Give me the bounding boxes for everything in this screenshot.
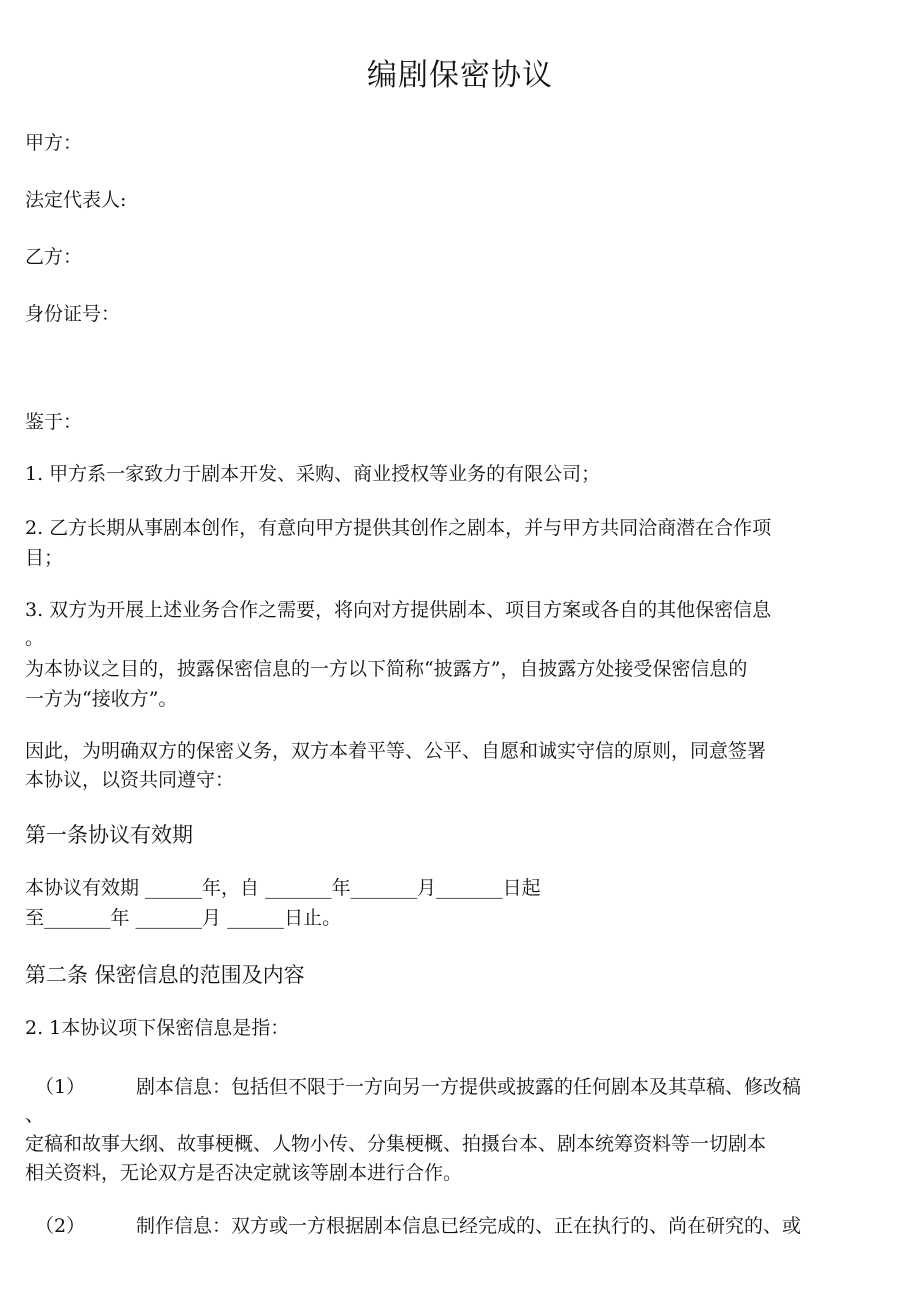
therefore-line-2: 本协议，以资共同遵守：: [25, 769, 235, 791]
document-title: 编剧保密协议: [367, 58, 553, 93]
recital-3-line-1: 3. 双方为开展上述业务合作之需要，将向对方提供剧本、项目方案或各自的其他保密信息: [25, 599, 772, 621]
legal-representative-label: 法定代表人:: [25, 189, 127, 211]
article-1-line-2: 至_______年 _______月 ______日止。: [25, 907, 342, 929]
item-1-number: （1）: [35, 1076, 86, 1098]
recital-3-line-3: 为本协议之目的，披露保密信息的一方以下简称“披露方”，自披露方处接受保密信息的: [25, 658, 748, 680]
recital-2-line-1: 2. 乙方长期从事剧本创作，有意向甲方提供其创作之剧本，并与甲方共同洽商潜在合作项: [25, 517, 772, 539]
article-1-line-1: 本协议有效期 ______年，自 _______年_______月_______日起: [25, 877, 541, 899]
item-1-line-3: 定稿和故事大纲、故事梗概、人物小传、分集梗概、拍摄台本、剧本统筹资料等一切剧本: [25, 1133, 767, 1155]
recital-2-line-2: 目；: [25, 547, 64, 569]
item-1-line-2: 、: [25, 1104, 45, 1126]
article-2-heading: 第二条 保密信息的范围及内容: [25, 963, 305, 987]
recital-3-line-2: 。: [25, 627, 45, 649]
item-1-line-4: 相关资料，无论双方是否决定就该等剧本进行合作。: [25, 1162, 463, 1184]
id-number-label: 身份证号：: [25, 303, 121, 325]
article-1-heading: 第一条协议有效期: [25, 823, 193, 847]
therefore-line-1: 因此，为明确双方的保密义务，双方本着平等、公平、自愿和诚实守信的原则，同意签署: [25, 740, 767, 762]
whereas-label: 鉴于：: [25, 411, 83, 433]
recital-3-line-4: 一方为“接收方”。: [25, 688, 178, 710]
item-1-line-1: 剧本信息：包括但不限于一方向另一方提供或披露的任何剧本及其草稿、修改稿: [136, 1076, 802, 1098]
party-a-label: 甲方：: [25, 132, 83, 154]
item-2-line-1: 制作信息：双方或一方根据剧本信息已经完成的、正在执行的、尚在研究的、或: [136, 1215, 802, 1237]
item-2-number: （2）: [35, 1215, 86, 1237]
clause-2-1: 2. 1本协议项下保密信息是指：: [25, 1017, 290, 1039]
recital-1: 1. 甲方系一家致力于剧本开发、采购、商业授权等业务的有限公司；: [25, 463, 601, 485]
party-b-label: 乙方：: [25, 246, 83, 268]
